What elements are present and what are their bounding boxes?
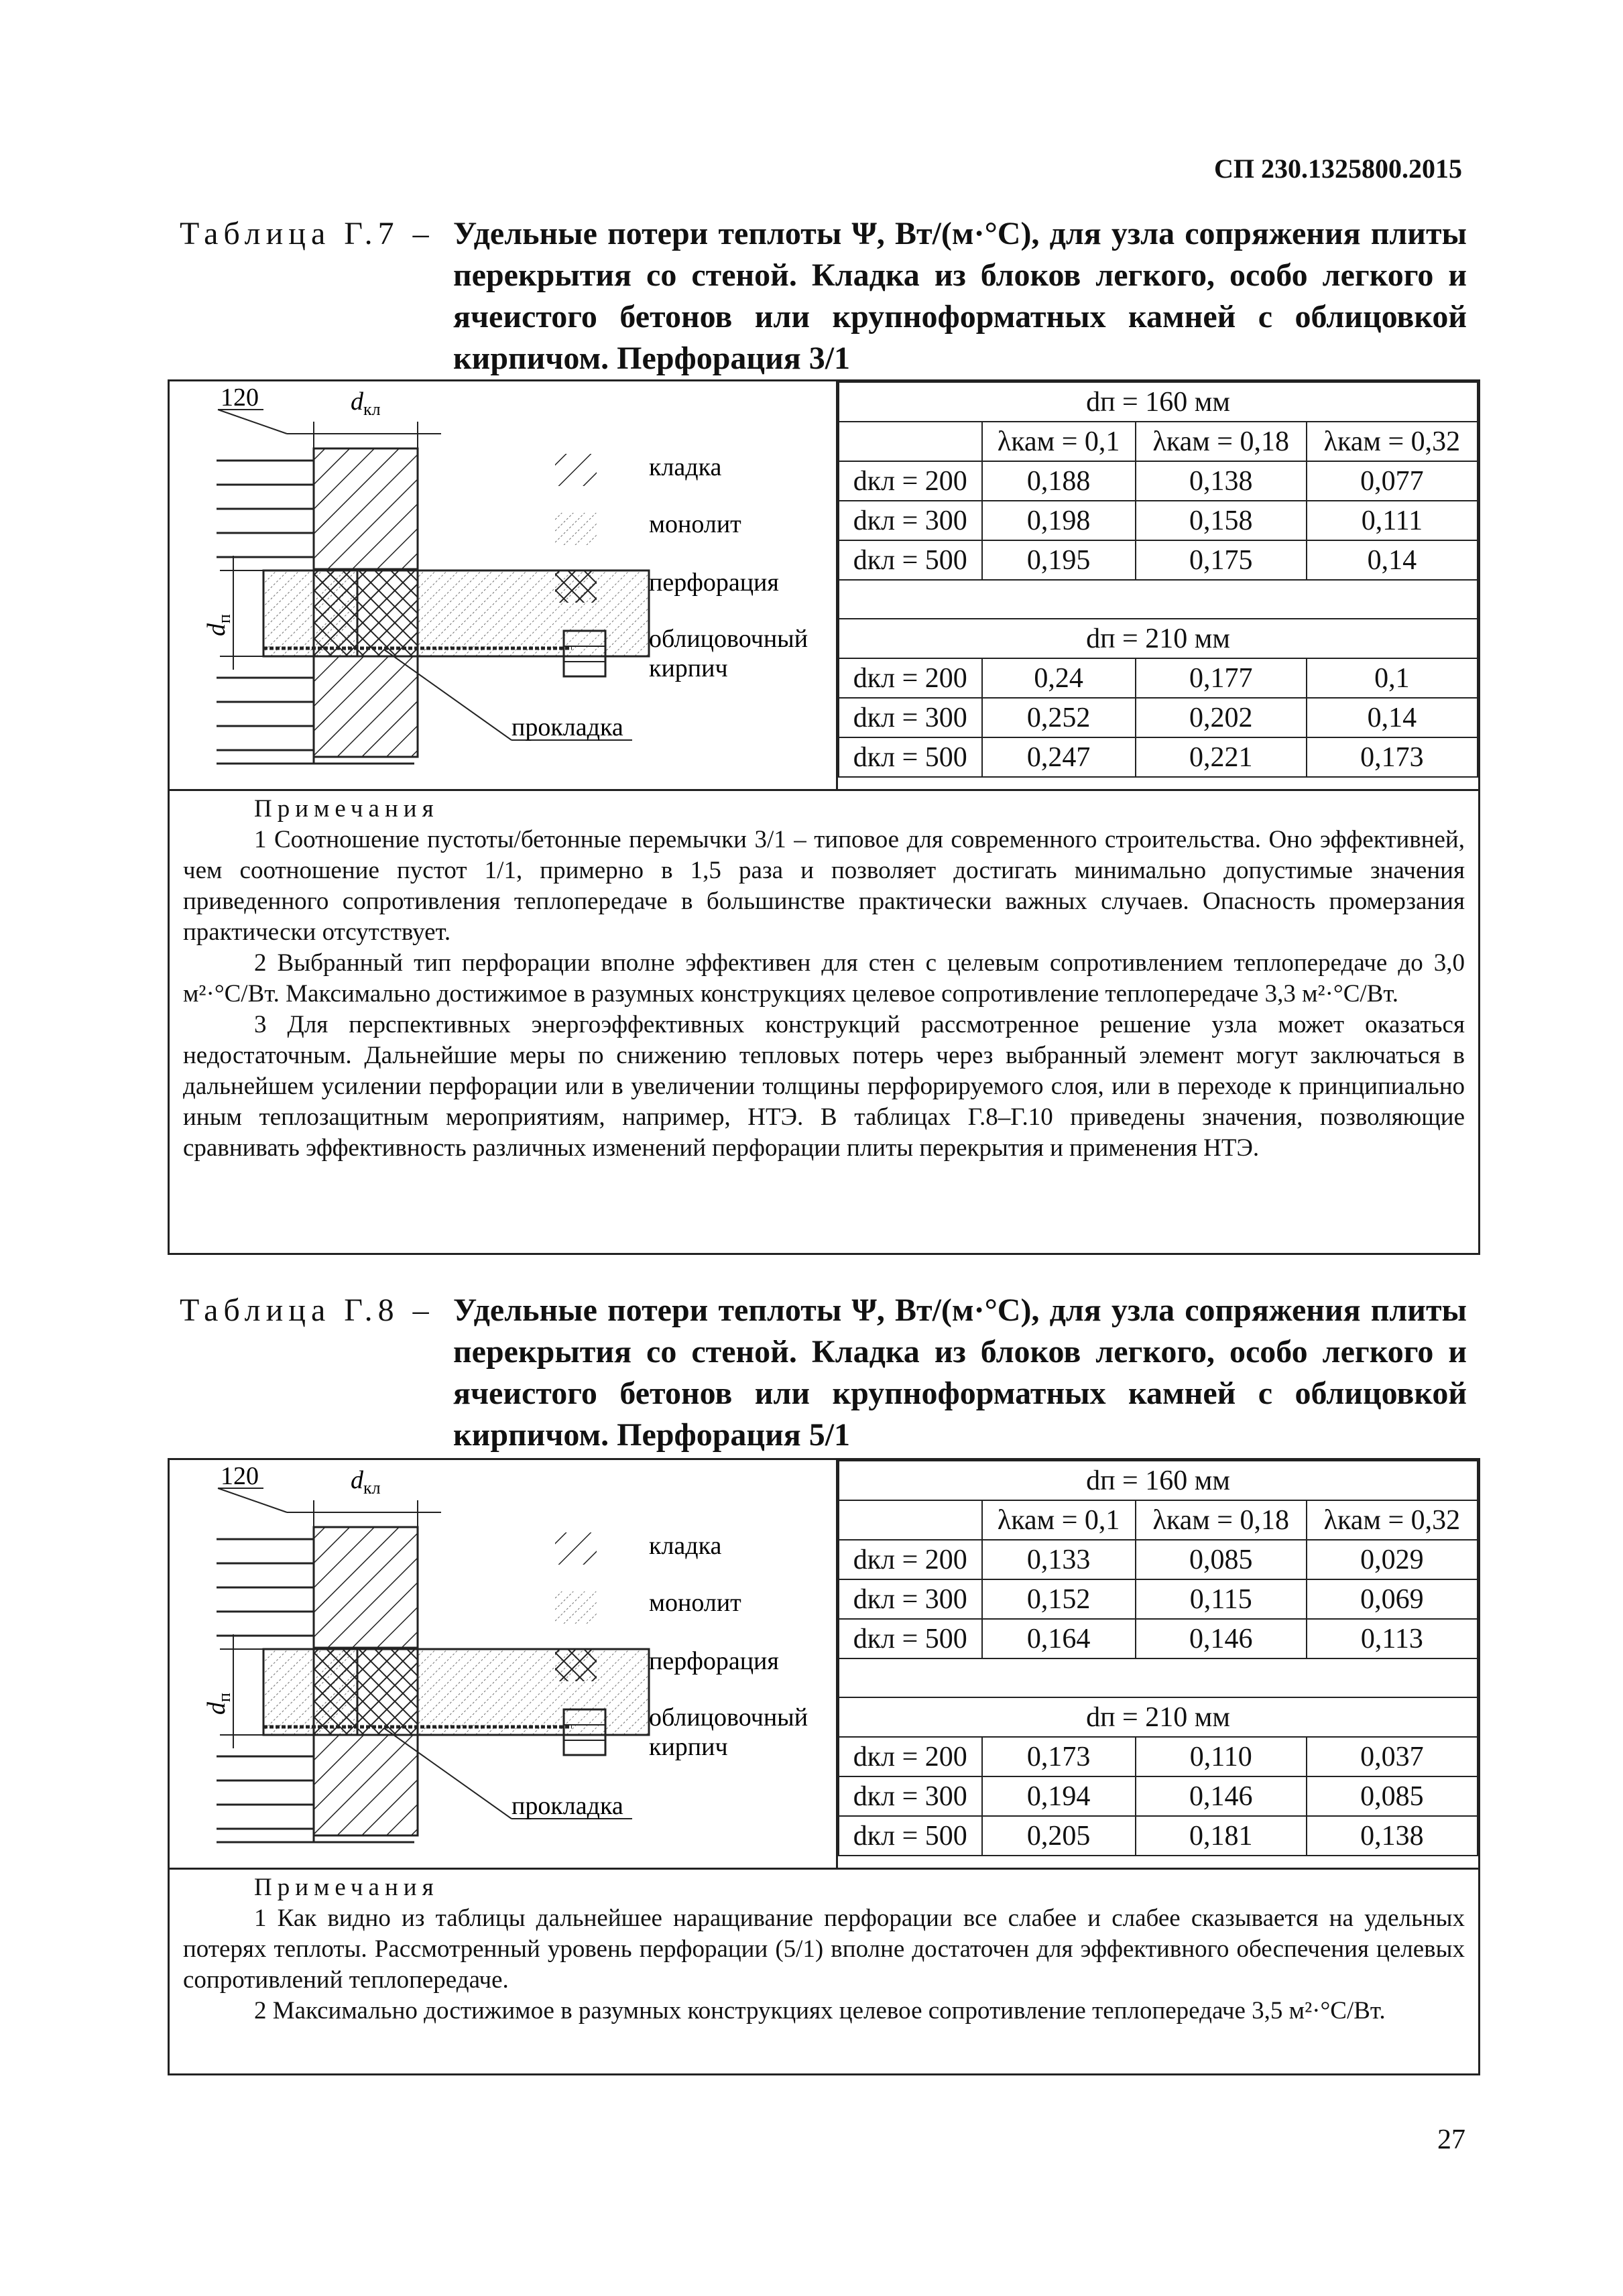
legend-masonry-icon bbox=[555, 1532, 597, 1565]
d-kl-label: $d_{кл}$ bbox=[351, 387, 381, 419]
d-p-label: $d_п$ bbox=[202, 614, 234, 636]
gasket-label: прокладка bbox=[512, 1792, 623, 1820]
dim-120: 120 bbox=[221, 383, 259, 412]
note-2: 2 Максимально достижимое в разумных конструкциях целевое сопротивление теплопередаче 3,5 м²·°С/Вт. bbox=[254, 1997, 1386, 2025]
value-cell: 0,247 bbox=[982, 737, 1136, 777]
value-cell: 0,138 bbox=[1136, 461, 1307, 501]
table-row bbox=[839, 540, 1478, 580]
value-cell: 0,113 bbox=[1307, 1619, 1478, 1658]
gasket-label: прокладка bbox=[512, 713, 623, 741]
value-cell: 0,152 bbox=[982, 1579, 1136, 1619]
corner-cell bbox=[839, 1500, 982, 1540]
table-label: Таблица Г.7 – bbox=[180, 216, 434, 251]
masonry-layer bbox=[314, 1735, 418, 1835]
perforation-zone bbox=[314, 570, 418, 656]
row-label: dкл = 200 bbox=[839, 461, 982, 501]
row-label: dкл = 300 bbox=[839, 1776, 982, 1816]
row-label: dкл = 500 bbox=[839, 1816, 982, 1856]
monolith-zone bbox=[418, 1649, 649, 1735]
table-title: Удельные потери теплоты Ψ, Вт/(м·°С), для узла сопряжения плиты перекрытия со стеной. Кладка из блоков легкого, особо легкого и ячеистого бетонов или крупноформатных камней с облицовкой кирпичом. Перфорация 5/1 bbox=[453, 1292, 1467, 1453]
legend-masonry: кладка bbox=[649, 1532, 722, 1560]
value-cell: 0,146 bbox=[1136, 1776, 1307, 1816]
table-row bbox=[839, 461, 1478, 501]
value-cell: 0,164 bbox=[982, 1619, 1136, 1658]
row-label: dкл = 500 bbox=[839, 1619, 982, 1658]
col-header: λкам = 0,32 bbox=[1307, 422, 1478, 461]
value-cell: 0,177 bbox=[1136, 658, 1307, 698]
page-number: 27 bbox=[1437, 2124, 1465, 2155]
legend-monolith-icon bbox=[555, 1591, 597, 1624]
block-header: dп = 160 мм bbox=[839, 1461, 1478, 1500]
value-cell: 0,133 bbox=[982, 1540, 1136, 1579]
value-cell: 0,085 bbox=[1136, 1540, 1307, 1579]
value-cell: 0,111 bbox=[1307, 501, 1478, 540]
legend-monolith: монолит bbox=[649, 1589, 741, 1617]
value-cell: 0,1 bbox=[1307, 658, 1478, 698]
col-header: λкам = 0,18 bbox=[1136, 1500, 1307, 1540]
value-cell: 0,14 bbox=[1307, 698, 1478, 737]
legend-perforation: перфорация bbox=[649, 568, 779, 597]
value-cell: 0,173 bbox=[1307, 737, 1478, 777]
d-p-label: $d_п$ bbox=[202, 1693, 234, 1715]
block-header: dп = 210 мм bbox=[839, 619, 1478, 658]
row-label: dкл = 200 bbox=[839, 1737, 982, 1776]
value-cell: 0,069 bbox=[1307, 1579, 1478, 1619]
row-label: dкл = 500 bbox=[839, 540, 982, 580]
values-table bbox=[838, 1460, 1478, 1856]
table-row bbox=[839, 1579, 1478, 1619]
legend-monolith: монолит bbox=[649, 510, 741, 538]
value-cell: 0,195 bbox=[982, 540, 1136, 580]
value-cell: 0,221 bbox=[1136, 737, 1307, 777]
document-code: СП 230.1325800.2015 bbox=[1214, 154, 1462, 184]
spacer-row bbox=[839, 580, 1478, 619]
table-row bbox=[839, 1619, 1478, 1658]
row-label: dкл = 200 bbox=[839, 658, 982, 698]
table-frame-g8 bbox=[168, 1458, 1480, 2075]
monolith-zone bbox=[418, 570, 649, 656]
value-cell: 0,205 bbox=[982, 1816, 1136, 1856]
notes-block bbox=[170, 1868, 1478, 2027]
col-header: λкам = 0,1 bbox=[982, 1500, 1136, 1540]
table-row bbox=[839, 1776, 1478, 1816]
spacer-row bbox=[839, 1658, 1478, 1697]
table-frame-g7 bbox=[168, 379, 1480, 1255]
legend-brick: кирпич bbox=[649, 654, 728, 682]
value-cell: 0,138 bbox=[1307, 1816, 1478, 1856]
node-diagram bbox=[170, 381, 838, 789]
block-header: dп = 160 мм bbox=[839, 382, 1478, 422]
legend-facing: облицовочный bbox=[649, 625, 808, 653]
table-row bbox=[839, 501, 1478, 540]
col-header: λкам = 0,18 bbox=[1136, 422, 1307, 461]
table-row bbox=[839, 698, 1478, 737]
col-header: λкам = 0,32 bbox=[1307, 1500, 1478, 1540]
value-cell: 0,037 bbox=[1307, 1737, 1478, 1776]
notes-heading: Примечания bbox=[254, 795, 439, 823]
d-kl-label: $d_{кл}$ bbox=[351, 1466, 381, 1498]
value-cell: 0,146 bbox=[1136, 1619, 1307, 1658]
value-cell: 0,158 bbox=[1136, 501, 1307, 540]
value-cell: 0,198 bbox=[982, 501, 1136, 540]
value-cell: 0,110 bbox=[1136, 1737, 1307, 1776]
value-cell: 0,173 bbox=[982, 1737, 1136, 1776]
block-header: dп = 210 мм bbox=[839, 1697, 1478, 1737]
row-label: dкл = 300 bbox=[839, 501, 982, 540]
dim-120: 120 bbox=[221, 1462, 259, 1490]
note-1: 1 Соотношение пустоты/бетонные перемычки 3/1 – типовое для современного строительства. Оно эффективней, чем соотношение пустот 1/1, примерно в 1,5 раза и позволяет достигать минимально допустимые значения приведенного сопротивления теплопередаче в большинстве практически важных случаев. Опасность промерзания практически отсутствует. bbox=[183, 826, 1465, 946]
note-3: 3 Для перспективных энергоэффективных конструкций рассмотренное решение узла может оказаться недостаточным. Дальнейшие меры по снижению тепловых потерь через выбранный элемент могут заключаться в дальнейшем усилении перфорации или в увеличении толщины перфорируемого слоя, или в переходе к принципиально иным теплозащитным мероприятиям, например, НТЭ. В таблицах Г.8–Г.10 приведены значения, позволяющие сравнивать эффективность различных изменений перфорации плиты перекрытия и применения НТЭ. bbox=[183, 1011, 1465, 1162]
corner-cell bbox=[839, 422, 982, 461]
value-cell: 0,24 bbox=[982, 658, 1136, 698]
value-cell: 0,188 bbox=[982, 461, 1136, 501]
row-label: dкл = 200 bbox=[839, 1540, 982, 1579]
value-cell: 0,175 bbox=[1136, 540, 1307, 580]
node-diagram bbox=[170, 1460, 838, 1868]
note-1: 1 Как видно из таблицы дальнейшее наращивание перфорации все слабее и слабее сказывается на удельных потерях теплоты. Рассмотренный уровень перфорации (5/1) вполне достаточен для эффективного обеспечения целевых сопротивлений теплопередаче. bbox=[183, 1905, 1465, 1994]
legend-brick: кирпич bbox=[649, 1733, 728, 1761]
legend-facing: облицовочный bbox=[649, 1703, 808, 1732]
table-row bbox=[839, 1540, 1478, 1579]
col-header: λкам = 0,1 bbox=[982, 422, 1136, 461]
legend-masonry: кладка bbox=[649, 453, 722, 481]
row-label: dкл = 300 bbox=[839, 1579, 982, 1619]
value-cell: 0,085 bbox=[1307, 1776, 1478, 1816]
value-cell: 0,115 bbox=[1136, 1579, 1307, 1619]
table-row bbox=[839, 658, 1478, 698]
row-label: dкл = 300 bbox=[839, 698, 982, 737]
masonry-layer bbox=[314, 656, 418, 757]
notes-block bbox=[170, 789, 1478, 1164]
legend-perforation-icon bbox=[555, 570, 597, 603]
table-title: Удельные потери теплоты Ψ, Вт/(м·°С), для узла сопряжения плиты перекрытия со стеной. Кладка из блоков легкого, особо легкого и ячеистого бетонов или крупноформатных камней с облицовкой кирпичом. Перфорация 3/1 bbox=[453, 216, 1467, 376]
legend-perforation: перфорация bbox=[649, 1647, 779, 1675]
values-table bbox=[838, 381, 1478, 778]
perforation-zone bbox=[314, 1649, 418, 1735]
row-label: dкл = 500 bbox=[839, 737, 982, 777]
legend-perforation-icon bbox=[555, 1649, 597, 1681]
value-cell: 0,14 bbox=[1307, 540, 1478, 580]
legend-monolith-icon bbox=[555, 513, 597, 545]
value-cell: 0,181 bbox=[1136, 1816, 1307, 1856]
value-cell: 0,194 bbox=[982, 1776, 1136, 1816]
table-row bbox=[839, 1816, 1478, 1856]
masonry-layer bbox=[314, 1527, 418, 1648]
value-cell: 0,202 bbox=[1136, 698, 1307, 737]
value-cell: 0,029 bbox=[1307, 1540, 1478, 1579]
legend-masonry-icon bbox=[555, 454, 597, 486]
table-row bbox=[839, 1737, 1478, 1776]
masonry-layer bbox=[314, 448, 418, 569]
table-row bbox=[839, 737, 1478, 777]
note-2: 2 Выбранный тип перфорации вполне эффективен для стен с целевым сопротивлением теплопередаче до 3,0 м²·°С/Вт. Максимально достижимое в разумных конструкциях целевое сопротивление теплопередаче 3,3 м²·°С/Вт. bbox=[183, 949, 1465, 1008]
value-cell: 0,252 bbox=[982, 698, 1136, 737]
table-label: Таблица Г.8 – bbox=[180, 1292, 434, 1328]
notes-heading: Примечания bbox=[254, 1874, 439, 1901]
value-cell: 0,077 bbox=[1307, 461, 1478, 501]
